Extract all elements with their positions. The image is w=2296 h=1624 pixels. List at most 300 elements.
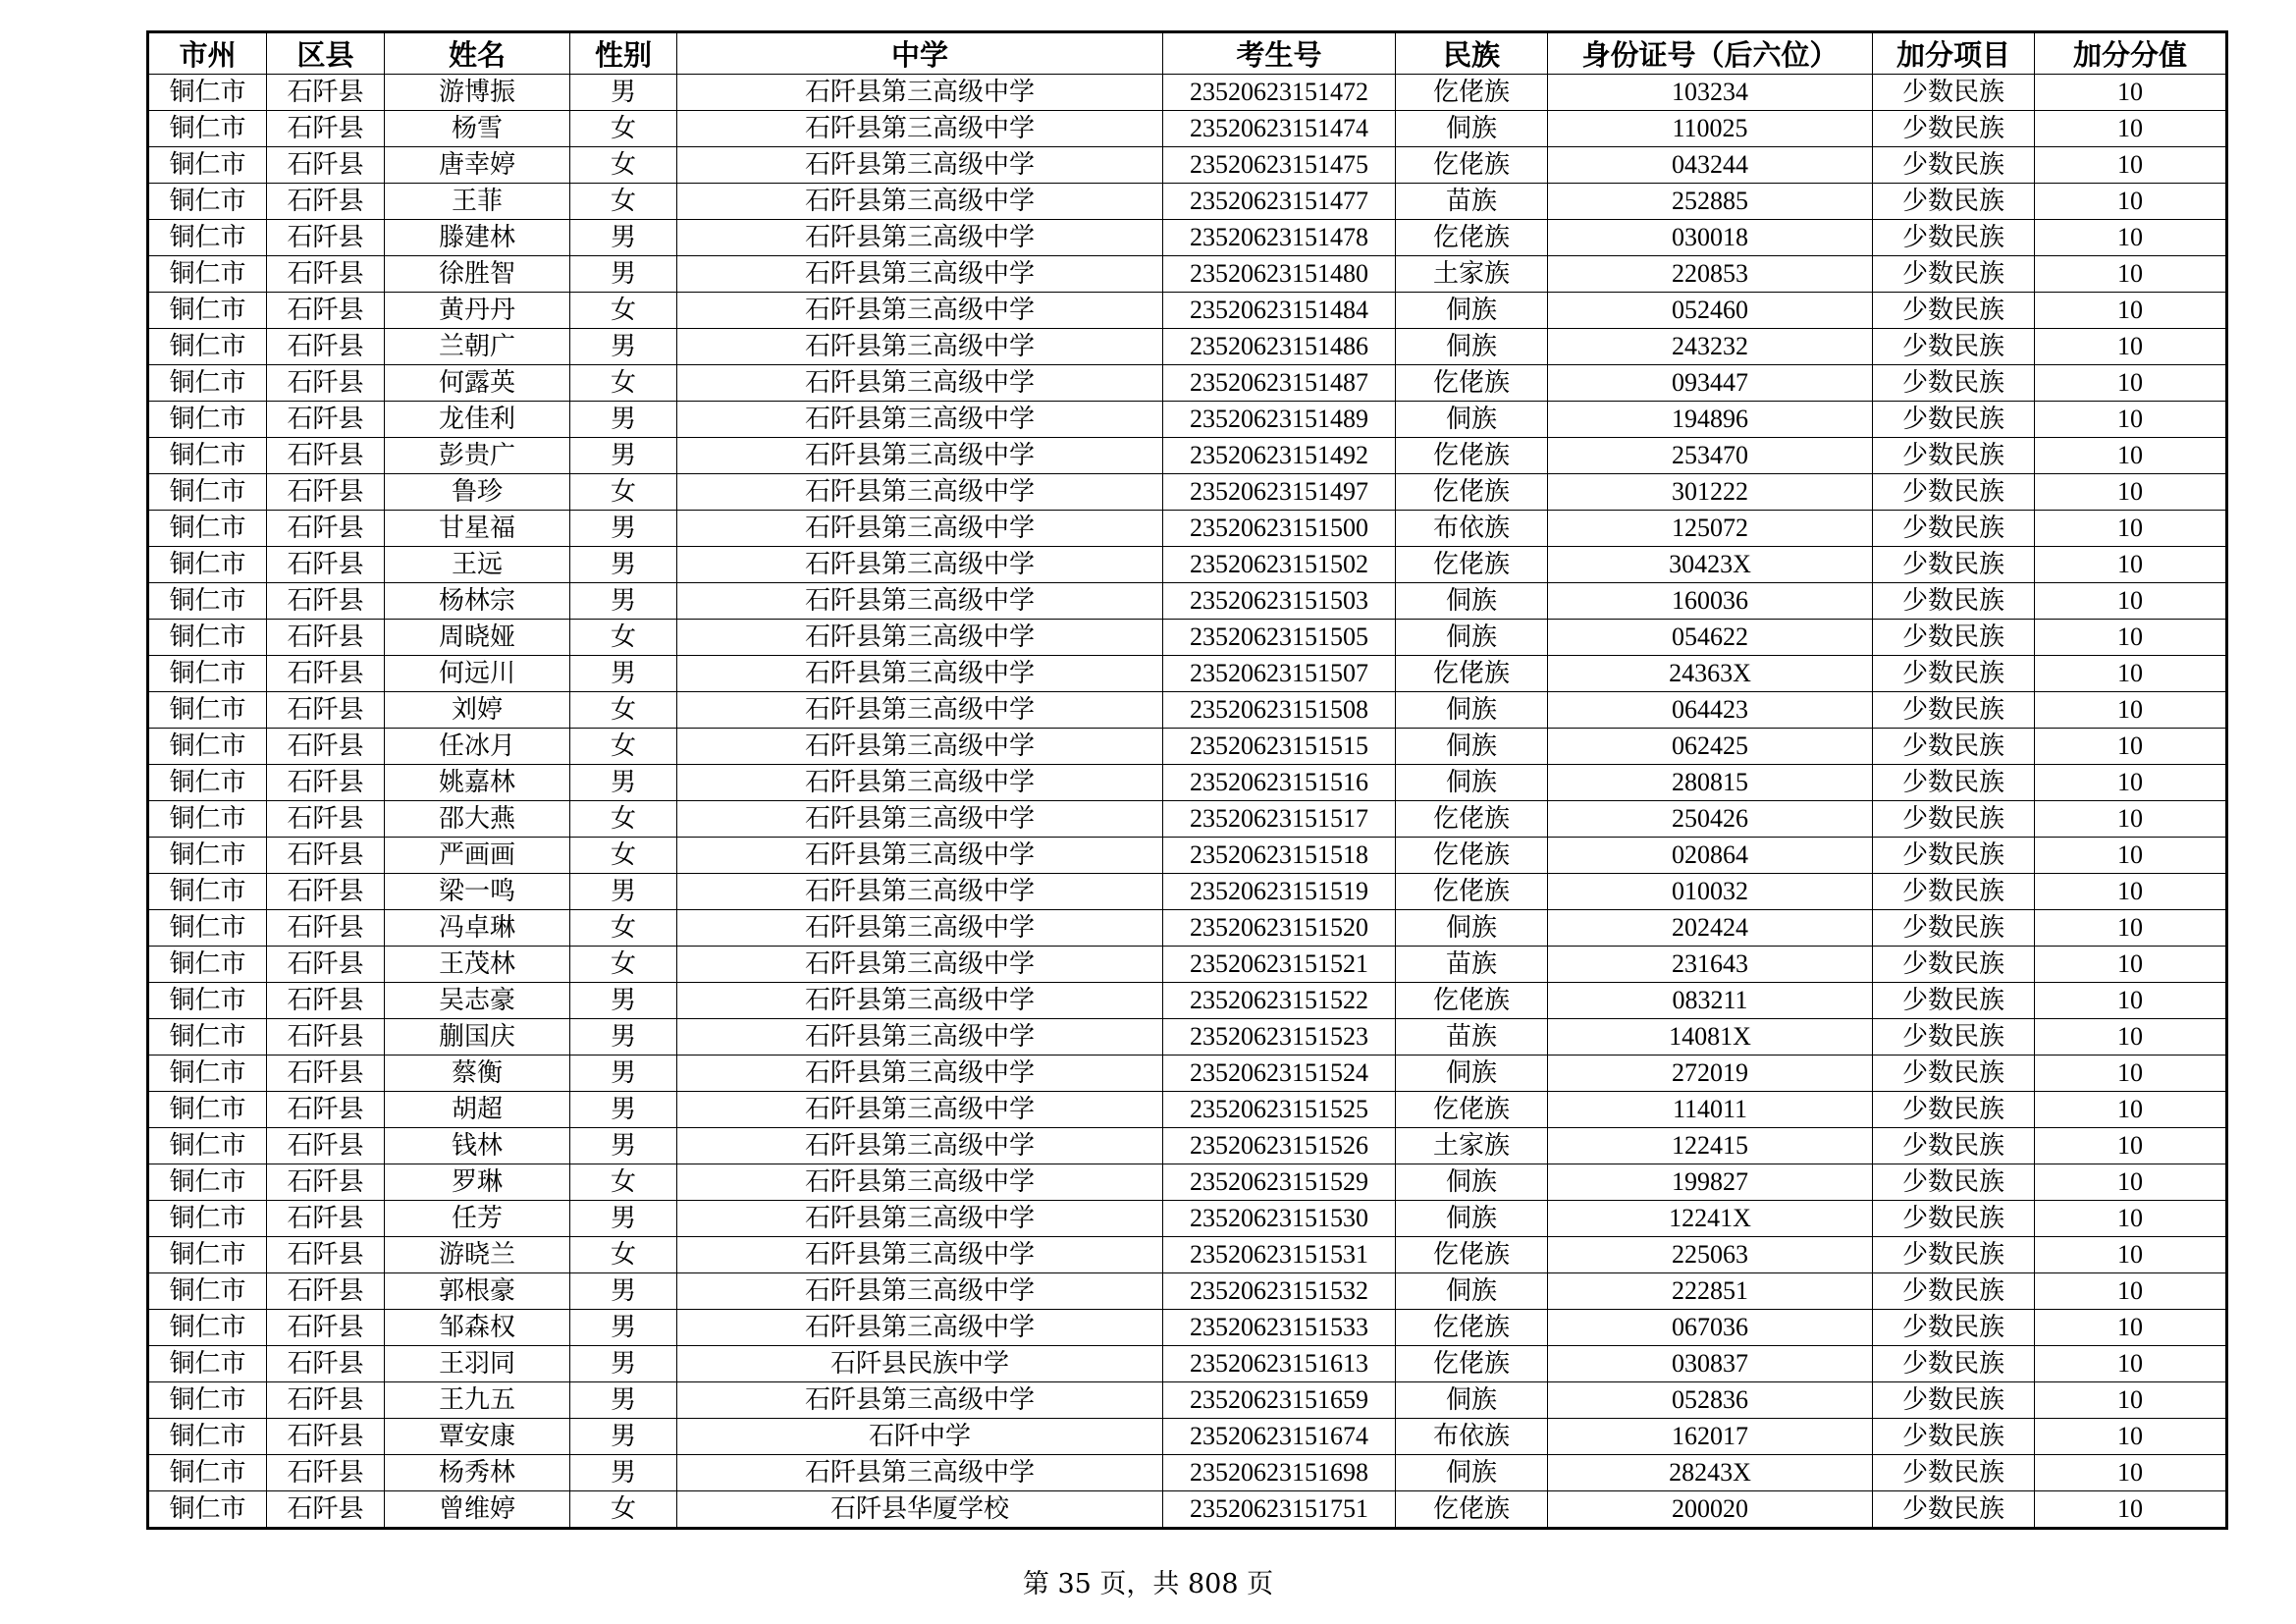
table-row [148,1346,2227,1382]
ethnicity-cell: 仡佬族 [1396,1491,1548,1529]
ethnicity-cell: 侗族 [1396,910,1548,947]
county-cell: 石阡县 [267,947,385,983]
exam-number-cell: 23520623151515 [1163,729,1396,765]
gender-cell: 男 [570,1310,677,1346]
exam-number-cell: 23520623151522 [1163,983,1396,1019]
ethnicity-cell: 仡佬族 [1396,874,1548,910]
exam-number-cell: 23520623151526 [1163,1128,1396,1164]
name-cell: 黄丹丹 [385,293,570,329]
gender-cell: 男 [570,765,677,801]
school-cell: 石阡县第三高级中学 [677,184,1163,220]
ethnicity-cell: 仡佬族 [1396,438,1548,474]
table-header-row [148,32,2227,75]
id-suffix-cell: 052460 [1548,293,1873,329]
ethnicity-cell: 仡佬族 [1396,1346,1548,1382]
county-cell: 石阡县 [267,656,385,692]
id-suffix-cell: 220853 [1548,256,1873,293]
table-row [148,1056,2227,1092]
gender-cell: 男 [570,220,677,256]
table-row [148,1019,2227,1056]
school-cell: 石阡县第三高级中学 [677,329,1163,365]
gender-cell: 女 [570,910,677,947]
exam-number-cell: 23520623151698 [1163,1455,1396,1491]
city-cell: 铜仁市 [148,511,267,547]
bonus-item-cell: 少数民族 [1873,438,2035,474]
ethnicity-cell: 仡佬族 [1396,147,1548,184]
exam-number-cell: 23520623151674 [1163,1419,1396,1455]
bonus-value-cell: 10 [2035,1237,2227,1273]
county-cell: 石阡县 [267,1382,385,1419]
bonus-value-cell: 10 [2035,1164,2227,1201]
bonus-item-cell: 少数民族 [1873,547,2035,583]
exam-number-cell: 23520623151474 [1163,111,1396,147]
school-cell: 石阡县第三高级中学 [677,1237,1163,1273]
bonus-item-cell: 少数民族 [1873,692,2035,729]
ethnicity-cell: 侗族 [1396,1273,1548,1310]
gender-cell: 女 [570,947,677,983]
exam-number-cell: 23520623151489 [1163,402,1396,438]
ethnicity-cell: 仡佬族 [1396,75,1548,111]
school-cell: 石阡县第三高级中学 [677,765,1163,801]
county-cell: 石阡县 [267,256,385,293]
id-suffix-cell: 125072 [1548,511,1873,547]
bonus-item-cell: 少数民族 [1873,1419,2035,1455]
id-suffix-cell: 272019 [1548,1056,1873,1092]
id-suffix-cell: 200020 [1548,1491,1873,1529]
county-cell: 石阡县 [267,765,385,801]
id-suffix-cell: 30423X [1548,547,1873,583]
id-suffix-cell: 043244 [1548,147,1873,184]
bonus-item-cell: 少数民族 [1873,1346,2035,1382]
bonus-item-cell: 少数民族 [1873,1128,2035,1164]
ethnicity-cell: 侗族 [1396,1164,1548,1201]
table-row [148,220,2227,256]
city-cell: 铜仁市 [148,1346,267,1382]
name-cell: 刘婷 [385,692,570,729]
ethnicity-cell: 侗族 [1396,293,1548,329]
county-cell: 石阡县 [267,1455,385,1491]
bonus-item-cell: 少数民族 [1873,111,2035,147]
bonus-item-cell: 少数民族 [1873,1092,2035,1128]
city-cell: 铜仁市 [148,1310,267,1346]
table-row [148,184,2227,220]
id-suffix-cell: 062425 [1548,729,1873,765]
table-row [148,365,2227,402]
bonus-item-cell: 少数民族 [1873,1455,2035,1491]
county-cell: 石阡县 [267,1128,385,1164]
bonus-value-cell: 10 [2035,583,2227,620]
ethnicity-cell: 侗族 [1396,729,1548,765]
name-cell: 杨雪 [385,111,570,147]
name-cell: 任芳 [385,1201,570,1237]
id-suffix-cell: 160036 [1548,583,1873,620]
ethnicity-cell: 仡佬族 [1396,1310,1548,1346]
exam-number-cell: 23520623151532 [1163,1273,1396,1310]
school-header: 中学 [677,32,1163,75]
table-row [148,692,2227,729]
bonus-value-cell: 10 [2035,1346,2227,1382]
exam-number-cell: 23520623151492 [1163,438,1396,474]
bonus-item-cell: 少数民族 [1873,1491,2035,1529]
ethnicity-cell: 侗族 [1396,1455,1548,1491]
city-cell: 铜仁市 [148,1237,267,1273]
bonus-value-cell: 10 [2035,801,2227,838]
page-footer: 第 35 页，共 808 页 [1022,1569,1274,1599]
id-suffix-cell: 250426 [1548,801,1873,838]
gender-cell: 男 [570,402,677,438]
school-cell: 石阡县第三高级中学 [677,220,1163,256]
county-cell: 石阡县 [267,402,385,438]
city-header: 市州 [148,32,267,75]
bonus-item-cell: 少数民族 [1873,1382,2035,1419]
ethnicity-cell: 仡佬族 [1396,656,1548,692]
id-suffix-cell: 280815 [1548,765,1873,801]
city-cell: 铜仁市 [148,75,267,111]
county-cell: 石阡县 [267,1273,385,1310]
table-row [148,1419,2227,1455]
ethnicity-cell: 侗族 [1396,620,1548,656]
school-cell: 石阡县第三高级中学 [677,511,1163,547]
county-cell: 石阡县 [267,1491,385,1529]
id-suffix-cell: 054622 [1548,620,1873,656]
exam-number-cell: 23520623151529 [1163,1164,1396,1201]
exam-number-cell: 23520623151508 [1163,692,1396,729]
gender-cell: 男 [570,983,677,1019]
school-cell: 石阡县第三高级中学 [677,910,1163,947]
exam-number-cell: 23520623151507 [1163,656,1396,692]
id-suffix-cell: 093447 [1548,365,1873,402]
id-suffix-cell: 225063 [1548,1237,1873,1273]
bonus-item-cell: 少数民族 [1873,656,2035,692]
city-cell: 铜仁市 [148,474,267,511]
id-suffix-cell: 231643 [1548,947,1873,983]
city-cell: 铜仁市 [148,111,267,147]
exam-number-cell: 23520623151751 [1163,1491,1396,1529]
id-suffix-cell: 020864 [1548,838,1873,874]
table-row [148,75,2227,111]
id-suffix-cell: 030018 [1548,220,1873,256]
school-cell: 石阡县第三高级中学 [677,1056,1163,1092]
bonus-value-cell: 10 [2035,874,2227,910]
ethnicity-cell: 苗族 [1396,947,1548,983]
ethnicity-cell: 仡佬族 [1396,220,1548,256]
id-suffix-cell: 202424 [1548,910,1873,947]
county-cell: 石阡县 [267,293,385,329]
ethnicity-cell: 布依族 [1396,511,1548,547]
county-cell: 石阡县 [267,365,385,402]
school-cell: 石阡县第三高级中学 [677,729,1163,765]
name-cell: 游晓兰 [385,1237,570,1273]
ethnicity-cell: 侗族 [1396,402,1548,438]
id-suffix-cell: 243232 [1548,329,1873,365]
bonus-value-cell: 10 [2035,1382,2227,1419]
gender-cell: 女 [570,801,677,838]
city-cell: 铜仁市 [148,765,267,801]
gender-cell: 女 [570,692,677,729]
bonus-value-header: 加分分值 [2035,32,2227,75]
table-row [148,765,2227,801]
ethnicity-cell: 侗族 [1396,1382,1548,1419]
exam-number-cell: 23520623151477 [1163,184,1396,220]
name-cell: 罗琳 [385,1164,570,1201]
id-suffix-cell: 194896 [1548,402,1873,438]
city-cell: 铜仁市 [148,583,267,620]
ethnicity-cell: 土家族 [1396,1128,1548,1164]
exam-number-cell: 23520623151480 [1163,256,1396,293]
table-row [148,1491,2227,1529]
city-cell: 铜仁市 [148,947,267,983]
bonus-value-cell: 10 [2035,438,2227,474]
table-row [148,256,2227,293]
bonus-value-cell: 10 [2035,147,2227,184]
bonus-item-cell: 少数民族 [1873,1201,2035,1237]
exam-number-cell: 23520623151516 [1163,765,1396,801]
exam-number-cell: 23520623151520 [1163,910,1396,947]
school-cell: 石阡县第三高级中学 [677,1092,1163,1128]
bonus-item-cell: 少数民族 [1873,729,2035,765]
exam-number-cell: 23520623151503 [1163,583,1396,620]
exam-number-cell: 23520623151478 [1163,220,1396,256]
city-cell: 铜仁市 [148,365,267,402]
gender-cell: 男 [570,256,677,293]
name-cell: 王菲 [385,184,570,220]
county-cell: 石阡县 [267,1164,385,1201]
gender-cell: 男 [570,1419,677,1455]
table-row [148,983,2227,1019]
city-cell: 铜仁市 [148,220,267,256]
gender-cell: 男 [570,1455,677,1491]
bonus-item-cell: 少数民族 [1873,329,2035,365]
bonus-value-cell: 10 [2035,910,2227,947]
bonus-item-cell: 少数民族 [1873,910,2035,947]
ethnicity-cell: 苗族 [1396,1019,1548,1056]
county-cell: 石阡县 [267,874,385,910]
bonus-value-cell: 10 [2035,656,2227,692]
bonus-item-cell: 少数民族 [1873,838,2035,874]
city-cell: 铜仁市 [148,1092,267,1128]
table-row [148,329,2227,365]
bonus-value-cell: 10 [2035,1201,2227,1237]
gender-cell: 男 [570,329,677,365]
city-cell: 铜仁市 [148,1201,267,1237]
exam-number-cell: 23520623151533 [1163,1310,1396,1346]
school-cell: 石阡县第三高级中学 [677,838,1163,874]
id-suffix-cell: 252885 [1548,184,1873,220]
bonus-item-cell: 少数民族 [1873,983,2035,1019]
name-cell: 游博振 [385,75,570,111]
ethnicity-cell: 布依族 [1396,1419,1548,1455]
county-cell: 石阡县 [267,1346,385,1382]
bonus-value-cell: 10 [2035,1019,2227,1056]
id-suffix-cell: 114011 [1548,1092,1873,1128]
table-row [148,1164,2227,1201]
bonus-item-cell: 少数民族 [1873,874,2035,910]
gender-cell: 男 [570,75,677,111]
county-cell: 石阡县 [267,1201,385,1237]
bonus-value-cell: 10 [2035,474,2227,511]
city-cell: 铜仁市 [148,620,267,656]
gender-cell: 女 [570,365,677,402]
exam-number-cell: 23520623151487 [1163,365,1396,402]
school-cell: 石阡县第三高级中学 [677,1382,1163,1419]
county-cell: 石阡县 [267,147,385,184]
county-cell: 石阡县 [267,620,385,656]
table-row [148,1092,2227,1128]
bonus-item-cell: 少数民族 [1873,1019,2035,1056]
county-cell: 石阡县 [267,1056,385,1092]
bonus-item-cell: 少数民族 [1873,256,2035,293]
table-row [148,402,2227,438]
table-row [148,474,2227,511]
exam-number-cell: 23520623151517 [1163,801,1396,838]
ethnicity-cell: 侗族 [1396,583,1548,620]
city-cell: 铜仁市 [148,329,267,365]
county-cell: 石阡县 [267,474,385,511]
bonus-value-cell: 10 [2035,75,2227,111]
ethnicity-cell: 苗族 [1396,184,1548,220]
name-cell: 甘星福 [385,511,570,547]
gender-cell: 男 [570,1092,677,1128]
name-cell: 姚嘉林 [385,765,570,801]
bonus-item-cell: 少数民族 [1873,765,2035,801]
exam-number-cell: 23520623151486 [1163,329,1396,365]
name-cell: 杨秀林 [385,1455,570,1491]
bonus-value-cell: 10 [2035,983,2227,1019]
table-row [148,874,2227,910]
gender-cell: 女 [570,838,677,874]
name-cell: 胡超 [385,1092,570,1128]
exam-number-cell: 23520623151613 [1163,1346,1396,1382]
county-cell: 石阡县 [267,692,385,729]
school-cell: 石阡县第三高级中学 [677,474,1163,511]
ethnicity-cell: 侗族 [1396,765,1548,801]
city-cell: 铜仁市 [148,293,267,329]
city-cell: 铜仁市 [148,801,267,838]
school-cell: 石阡县第三高级中学 [677,438,1163,474]
bonus-item-cell: 少数民族 [1873,583,2035,620]
county-cell: 石阡县 [267,184,385,220]
gender-cell: 女 [570,1237,677,1273]
bonus-value-cell: 10 [2035,620,2227,656]
ethnicity-cell: 仡佬族 [1396,801,1548,838]
city-cell: 铜仁市 [148,256,267,293]
name-cell: 杨林宗 [385,583,570,620]
gender-cell: 女 [570,184,677,220]
bonus-item-cell: 少数民族 [1873,1056,2035,1092]
table-row [148,729,2227,765]
table-row [148,438,2227,474]
city-cell: 铜仁市 [148,1164,267,1201]
city-cell: 铜仁市 [148,438,267,474]
table-row [148,910,2227,947]
exam-number-cell: 23520623151659 [1163,1382,1396,1419]
school-cell: 石阡县第三高级中学 [677,583,1163,620]
gender-cell: 女 [570,729,677,765]
county-cell: 石阡县 [267,1092,385,1128]
county-cell: 石阡县 [267,1019,385,1056]
id-suffix-cell: 199827 [1548,1164,1873,1201]
ethnicity-header: 民族 [1396,32,1548,75]
table-row [148,1310,2227,1346]
bonus-item-cell: 少数民族 [1873,511,2035,547]
name-cell: 梁一鸣 [385,874,570,910]
table-row [148,838,2227,874]
gender-cell: 男 [570,1019,677,1056]
table-row [148,1201,2227,1237]
county-cell: 石阡县 [267,983,385,1019]
table-row [148,1455,2227,1491]
city-cell: 铜仁市 [148,184,267,220]
table-row [148,1382,2227,1419]
exam-number-cell: 23520623151524 [1163,1056,1396,1092]
county-cell: 石阡县 [267,547,385,583]
bonus-item-cell: 少数民族 [1873,184,2035,220]
bonus-value-cell: 10 [2035,765,2227,801]
table-row [148,511,2227,547]
id-suffix-cell: 14081X [1548,1019,1873,1056]
bonus-item-cell: 少数民族 [1873,402,2035,438]
gender-cell: 女 [570,147,677,184]
name-cell: 唐幸婷 [385,147,570,184]
bonus-item-cell: 少数民族 [1873,1310,2035,1346]
gender-cell: 女 [570,474,677,511]
bonus-value-cell: 10 [2035,1273,2227,1310]
ethnicity-cell: 侗族 [1396,329,1548,365]
bonus-value-cell: 10 [2035,1310,2227,1346]
city-cell: 铜仁市 [148,147,267,184]
city-cell: 铜仁市 [148,910,267,947]
bonus-item-cell: 少数民族 [1873,220,2035,256]
name-header: 姓名 [385,32,570,75]
ethnicity-cell: 仡佬族 [1396,1237,1548,1273]
ethnicity-cell: 仡佬族 [1396,474,1548,511]
county-cell: 石阡县 [267,1419,385,1455]
table-row [148,583,2227,620]
county-cell: 石阡县 [267,1310,385,1346]
name-cell: 钱林 [385,1128,570,1164]
school-cell: 石阡县第三高级中学 [677,1455,1163,1491]
name-cell: 王羽同 [385,1346,570,1382]
table-body [148,75,2227,1529]
id-suffix-header: 身份证号（后六位） [1548,32,1873,75]
gender-cell: 男 [570,1128,677,1164]
ethnicity-cell: 侗族 [1396,692,1548,729]
gender-cell: 男 [570,1201,677,1237]
gender-cell: 女 [570,111,677,147]
gender-cell: 男 [570,547,677,583]
bonus-value-cell: 10 [2035,1128,2227,1164]
ethnicity-cell: 仡佬族 [1396,1092,1548,1128]
table-row [148,1237,2227,1273]
exam-number-cell: 23520623151502 [1163,547,1396,583]
school-cell: 石阡县第三高级中学 [677,656,1163,692]
id-suffix-cell: 24363X [1548,656,1873,692]
bonus-value-cell: 10 [2035,402,2227,438]
bonus-points-table [146,30,2228,1530]
school-cell: 石阡县第三高级中学 [677,620,1163,656]
county-cell: 石阡县 [267,329,385,365]
exam-number-cell: 23520623151484 [1163,293,1396,329]
name-cell: 王茂林 [385,947,570,983]
county-cell: 石阡县 [267,838,385,874]
ethnicity-cell: 土家族 [1396,256,1548,293]
bonus-item-cell: 少数民族 [1873,620,2035,656]
id-suffix-cell: 162017 [1548,1419,1873,1455]
bonus-value-cell: 10 [2035,184,2227,220]
table-row [148,947,2227,983]
gender-header: 性别 [570,32,677,75]
name-cell: 鲁珍 [385,474,570,511]
